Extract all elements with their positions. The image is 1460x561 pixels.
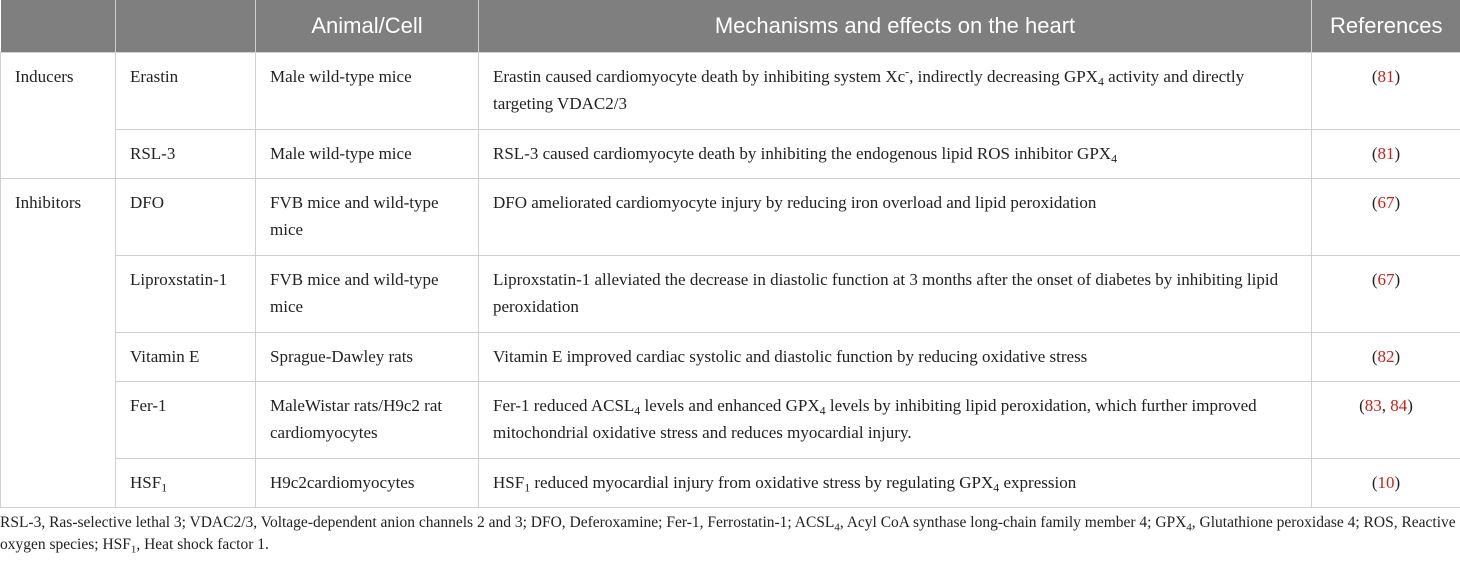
mechanism-text: activity and directly targeting VDAC2/3	[493, 67, 1245, 113]
mechanism-cell	[479, 179, 1312, 256]
ref-paren: (	[1371, 67, 1378, 86]
table-row	[1, 179, 1460, 256]
ref-paren: )	[1394, 144, 1401, 163]
agent-sub: 1	[161, 480, 168, 495]
header-group	[1, 0, 116, 53]
group-label-text: Inhibitors	[15, 193, 82, 212]
animal-cell	[256, 53, 479, 130]
animal-text: Male wild-type mice	[270, 144, 412, 163]
mechanism-text: DFO ameliorated cardiomyocyte injury by reducing iron overload and lipid peroxidation	[493, 193, 1097, 212]
ref-paren: (	[1371, 193, 1378, 212]
header-references: References	[1312, 0, 1460, 53]
mechanism-text: levels by inhibiting lipid peroxidation, which further improved mitochondrial oxidative stress and reduces myocardial injury.	[493, 396, 1257, 442]
mechanism-sup: -	[905, 64, 910, 79]
agent-name: RSL-3	[130, 144, 176, 163]
footnote-text: , Glutathione peroxidase 4; ROS, Reactive oxygen species; HSF	[0, 514, 1456, 553]
header-row	[1, 0, 1460, 53]
reference-link[interactable]: 83	[1364, 396, 1382, 415]
table-row	[1, 459, 1460, 508]
mechanism-sub: 1	[524, 480, 531, 495]
reference-cell	[1312, 333, 1460, 382]
ref-paren: (	[1371, 270, 1378, 289]
reference-cell	[1312, 179, 1460, 256]
group-label-inducers	[1, 53, 116, 179]
animal-text: H9c2cardiomyocytes	[270, 473, 415, 492]
mechanism-text: Liproxstatin-1 alleviated the decrease in diastolic function at 3 months after the onset of diabetes by inhibiting lipid peroxidation	[493, 270, 1279, 316]
reference-link[interactable]: 67	[1377, 193, 1395, 212]
mechanism-cell	[479, 382, 1312, 459]
table-row	[1, 333, 1460, 382]
mechanism-sub: 4	[1097, 74, 1104, 89]
mechanism-text: levels and enhanced GPX	[640, 396, 820, 415]
animal-cell	[256, 333, 479, 382]
agent-name: Vitamin E	[130, 347, 200, 366]
animal-text: FVB mice and wild-type mice	[270, 193, 439, 239]
footnote-text: , Acyl CoA synthase long-chain family member 4; GPX	[839, 514, 1187, 531]
ref-paren: )	[1394, 67, 1401, 86]
mechanism-text: RSL-3 caused cardiomyocyte death by inhibiting the endogenous lipid ROS inhibitor GPX	[493, 144, 1112, 163]
footnote-sub: 1	[130, 543, 137, 556]
mechanism-sub: 4	[1111, 151, 1118, 166]
animal-cell	[256, 382, 479, 459]
reference-link[interactable]: 10	[1377, 473, 1395, 492]
mechanism-cell	[479, 53, 1312, 130]
reference-link[interactable]: 84	[1390, 396, 1408, 415]
mechanism-cell	[479, 333, 1312, 382]
agent-name: Erastin	[130, 67, 179, 86]
mechanism-cell	[479, 256, 1312, 333]
table-footnote	[0, 512, 1458, 556]
animal-text: Sprague-Dawley rats	[270, 347, 414, 366]
agent-cell	[116, 459, 256, 508]
mechanism-sub: 4	[819, 403, 826, 418]
footnote-sub: 4	[834, 521, 840, 534]
footnote-text: RSL-3, Ras-selective lethal 3; VDAC2/3, Voltage-dependent anion channels 2 and 3; DFO, Deferoxamine; Fer-1, Ferrostatin-1; ACSL	[0, 514, 835, 531]
reference-cell	[1312, 382, 1460, 459]
agent-name: DFO	[130, 193, 165, 212]
mechanism-cell	[479, 130, 1312, 179]
ref-paren: )	[1394, 270, 1401, 289]
reference-link[interactable]: 81	[1377, 144, 1395, 163]
mechanism-cell	[479, 459, 1312, 508]
ref-paren: (	[1371, 473, 1378, 492]
ref-paren: (	[1371, 347, 1378, 366]
reference-cell	[1312, 459, 1460, 508]
table-row	[1, 256, 1460, 333]
ref-separator: ,	[1381, 396, 1391, 415]
ref-paren: )	[1394, 347, 1401, 366]
mechanism-text: , indirectly decreasing GPX	[909, 67, 1098, 86]
agent-cell	[116, 382, 256, 459]
reference-link[interactable]: 67	[1377, 270, 1395, 289]
mechanism-text: Vitamin E improved cardiac systolic and diastolic function by reducing oxidative stress	[493, 347, 1088, 366]
table-row	[1, 382, 1460, 459]
animal-text: FVB mice and wild-type mice	[270, 270, 439, 316]
animal-text: Male wild-type mice	[270, 67, 412, 86]
reference-link[interactable]: 81	[1377, 67, 1395, 86]
table-row	[1, 130, 1460, 179]
header-agent	[116, 0, 256, 53]
footnote-sub: 4	[1186, 521, 1192, 534]
agent-name: Liproxstatin-1	[130, 270, 228, 289]
agent-cell	[116, 53, 256, 130]
animal-cell	[256, 179, 479, 256]
animal-cell	[256, 256, 479, 333]
agent-name: HSF	[130, 473, 162, 492]
animal-text: MaleWistar rats/H9c2 rat cardiomyocytes	[270, 396, 443, 442]
mechanism-text: reduced myocardial injury from oxidative stress by regulating GPX	[530, 473, 994, 492]
agent-cell	[116, 333, 256, 382]
reference-link[interactable]: 82	[1377, 347, 1395, 366]
reference-cell	[1312, 130, 1460, 179]
reference-cell	[1312, 53, 1460, 130]
ref-paren: )	[1407, 396, 1413, 415]
group-label-inhibitors	[1, 179, 116, 508]
header-animal-cell: Animal/Cell	[256, 0, 479, 53]
table-row	[1, 53, 1460, 130]
ref-paren: (	[1359, 396, 1365, 415]
mechanism-text: expression	[999, 473, 1077, 492]
mechanism-text: Erastin caused cardiomyocyte death by inhibiting system Xc	[493, 67, 906, 86]
mechanism-sub: 4	[993, 480, 1000, 495]
mechanism-text: Fer-1 reduced ACSL	[493, 396, 635, 415]
reference-cell	[1312, 256, 1460, 333]
group-label-text: Inducers	[15, 67, 74, 86]
mechanism-sub: 4	[634, 403, 641, 418]
animal-cell	[256, 130, 479, 179]
agent-name: Fer-1	[130, 396, 167, 415]
agent-cell	[116, 179, 256, 256]
mechanism-text: HSF	[493, 473, 525, 492]
ref-paren: (	[1371, 144, 1378, 163]
footnote-text: , Heat shock factor 1.	[136, 536, 269, 553]
agent-cell	[116, 130, 256, 179]
ref-paren: )	[1394, 193, 1401, 212]
header-mechanisms: Mechanisms and effects on the heart	[479, 0, 1312, 53]
animal-cell	[256, 459, 479, 508]
agent-cell	[116, 256, 256, 333]
ref-paren: )	[1394, 473, 1401, 492]
